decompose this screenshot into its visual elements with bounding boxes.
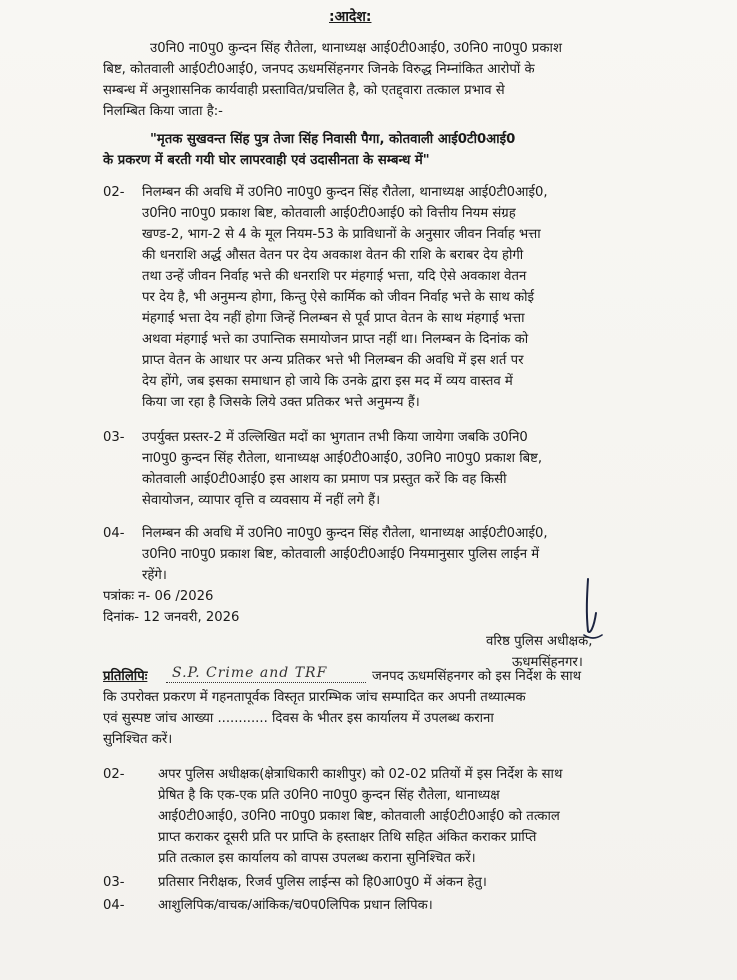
copy-line: आशुलिपिक/वाचक/आंकिक/च0प0लिपिक प्रधान लिपिक। [158, 898, 433, 913]
copy-line: प्रेषित है कि एक-एक प्रति उ0नि0 ना0पु0 कुन्दन सिंह रौतेला, थानाध्यक्ष [158, 788, 500, 803]
para-line: निलम्बन की अवधि में उ0नि0 ना0पु0 कुन्दन सिंह रौतेला, थानाध्यक्ष आई0टी0आई0, [142, 185, 548, 200]
copy-line: आई0टी0आई0, उ0नि0 ना0पु0 प्रकाश बिष्ट, कोतवाली आई0टी0आई0 को तत्काल [158, 809, 560, 824]
para-line: तथा उन्हें जीवन निर्वाह भत्ते की धनराशि पर मंहगाई भत्ता, यदि ऐसे अवकाश वेतन [142, 269, 527, 284]
copy-line: अपर पुलिस अधीक्षक(क्षेत्राधिकारी काशीपुर) को 02-02 प्रतियों में इस निर्देश के साथ [158, 767, 563, 782]
para-line: सेवायोजन, व्यापार वृत्ति व व्यवसाय में नहीं लगे हैं। [142, 493, 381, 508]
reference-number: पत्रांकः न- 06 /2026 [103, 589, 214, 604]
para-line: उ0नि0 ना0पु0 प्रकाश बिष्ट, कोतवाली आई0टी0आई0 नियमानुसार पुलिस लाईन में [142, 547, 540, 562]
para-line: किया जा रहा है जिसके लिये उक्त प्रतिकर भत्ते अनुमन्य हैं। [142, 395, 420, 410]
copy-label: प्रतिलिपिः [103, 669, 148, 684]
copy-number: 04- [103, 898, 125, 913]
para-line: रहेंगे। [142, 568, 167, 583]
intro-line: निलम्बित किया जाता है:- [103, 104, 223, 119]
para-line: मंहगाई भत्ता देय नहीं होगा जिन्हें निलम्बन से पूर्व प्राप्त वेतन के साथ मंहगाई भत्ता [142, 311, 525, 326]
para-line: की धनराशि अर्द्ध औसत वेतन पर देय अवकाश वेतन की राशि के बराबर देय होगी [142, 248, 524, 263]
charge-line: के प्रकरण में बरती गयी घोर लापरवाही एवं उदासीनता के सम्बन्ध में" [103, 153, 430, 168]
copy-number: 03- [103, 875, 125, 890]
para-line: उपर्युक्त प्रस्तर-2 में उल्लिखित मदों का भुगतान तभी किया जायेगा जबकि उ0नि0 [142, 430, 528, 445]
para-line: ना0पु0 कुन्दन सिंह रौतेला, थानाध्यक्ष आई0टी0आई0, उ0नि0 ना0पु0 प्रकाश बिष्ट, [142, 451, 543, 466]
copy-line: सुनिश्चित करें। [103, 732, 173, 747]
handwritten-recipient: S.P. Crime and TRF [172, 665, 328, 681]
issue-date: दिनांक- 12 जनवरी, 2026 [103, 610, 240, 625]
signatory-place: ऊधमसिंहनगर। [512, 655, 583, 670]
intro-line: बिष्ट, कोतवाली आई0टी0आई0, जनपद ऊधमसिंहनगर जिनके विरुद्ध निम्नांकित आरोपों के [103, 62, 535, 77]
handwriting-line [166, 682, 366, 683]
copy-line: जनपद ऊधमसिंहनगर को इस निर्देश के साथ [372, 669, 582, 684]
para-number: 04- [103, 526, 125, 541]
charge-line: "मृतक सुखवन्त सिंह पुत्र तेजा सिंह निवासी पैगा, कोतवाली आई0टी0आई0 [150, 132, 516, 147]
signatory-designation: वरिष्ठ पुलिस अधीक्षक, [486, 634, 593, 649]
para-line: अथवा मंहगाई भत्ते का उपान्तिक समायोजन प्राप्त नहीं था। निलम्बन के दिनांक को [142, 332, 529, 347]
copy-number: 02- [103, 767, 125, 782]
intro-line: सम्बन्ध में अनुशासनिक कार्यवाही प्रस्तावित/प्रचलित है, को एतद्द्वारा तत्काल प्रभाव से [103, 83, 505, 98]
copy-line: कि उपरोक्त प्रकरण में गहनतापूर्वक विस्तृत प्रारम्भिक जांच सम्पादित कर अपनी तथ्यात्मक [103, 690, 526, 705]
copy-line: एवं सुस्पष्ट जांच आख्या ............ दिवस के भीतर इस कार्यालय में उपलब्ध कराना [103, 711, 494, 726]
para-line: देय होंगे, जब इसका समाधान हो जाये कि उनके द्वारा इस मद में व्यय वास्तव में [142, 374, 513, 389]
intro-line: उ0नि0 ना0पु0 कुन्दन सिंह रौतेला, थानाध्यक्ष आई0टी0आई0, उ0नि0 ना0पु0 प्रकाश [150, 41, 562, 56]
para-line: निलम्बन की अवधि में उ0नि0 ना0पु0 कुन्दन सिंह रौतेला, थानाध्यक्ष आई0टी0आई0, [142, 526, 548, 541]
para-line: कोतवाली आई0टी0आई0 इस आशय का प्रमाण पत्र प्रस्तुत करें कि वह किसी [142, 472, 507, 487]
para-number: 02- [103, 185, 125, 200]
copy-line: प्रति तत्काल इस कार्यालय को वापस उपलब्ध कराना सुनिश्चित करें। [158, 851, 476, 866]
copy-line: प्रतिसार निरीक्षक, रिजर्व पुलिस लाईन्स को हि0आ0पु0 में अंकन हेतु। [158, 875, 487, 890]
para-line: पर देय है, भी अनुमन्य होगा, किन्तु ऐसे कार्मिक को जीवन निर्वाह भत्ते के साथ कोई [142, 290, 535, 305]
para-line: प्राप्त वेतन के आधार पर अन्य प्रतिकर भत्ते भी निलम्बन की अवधि में इस शर्त पर [142, 353, 524, 368]
para-number: 03- [103, 430, 125, 445]
order-title: :आदेश: [329, 9, 372, 25]
copy-line: प्राप्त कराकर दूसरी प्रति पर प्राप्ति के हस्ताक्षर तिथि सहित अंकित कराकर प्राप्ति [158, 830, 537, 845]
para-line: खण्ड-2, भाग-2 से 4 के मूल नियम-53 के प्राविधानों के अनुसार जीवन निर्वाह भत्ता [142, 227, 541, 242]
para-line: उ0नि0 ना0पु0 प्रकाश बिष्ट, कोतवाली आई0टी0आई0 को वित्तीय नियम संग्रह [142, 206, 516, 221]
